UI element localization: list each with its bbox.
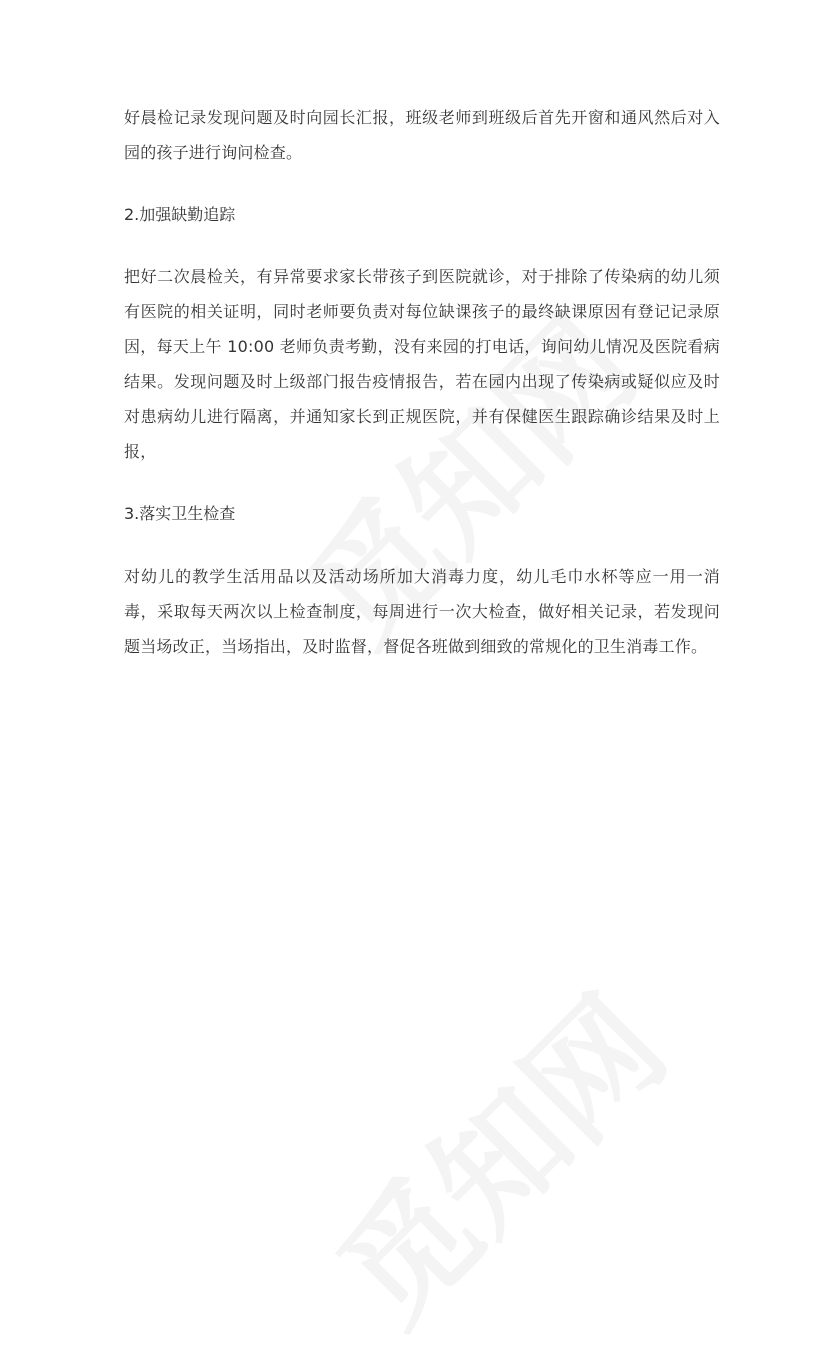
watermark — [291, 949, 699, 1357]
section-heading-absence-tracking: 2.加强缺勤追踪 — [124, 205, 236, 224]
paragraph-absence-tracking: 把好二次晨检关，有异常要求家长带孩子到医院就诊，对于排除了传染病的幼儿须有医院的相关证明，同时老师要负责对每位缺课孩子的最终缺课原因有登记记录原因，每天上午 10:00 老师负责考勤，没有来园的打电话，询问幼儿情况及医院看病结果。发现问题及时上级部门报告疫情报告，若在园内出现了传染病或疑似应及时对患病幼儿进行隔离，并通知家长到正规医院，并有保健医生跟踪确诊结果及时上报， — [124, 267, 720, 461]
paragraph-morning-check: 好晨检记录发现问题及时向园长汇报，班级老师到班级后首先开窗和通风然后对入园的孩子进行询问检查。 — [124, 108, 720, 162]
section-heading-hygiene-inspection: 3.落实卫生检查 — [124, 504, 236, 523]
paragraph-hygiene-inspection: 对幼儿的教学生活用品以及活动场所加大消毒力度，幼儿毛巾水杯等应一用一消毒，采取每天两次以上检查制度，每周进行一次大检查，做好相关记录，若发现问题当场改正，当场指出，及时监督，督促各班做到细致的常规化的卫生消毒工作。 — [124, 567, 720, 656]
document-body — [124, 100, 720, 664]
